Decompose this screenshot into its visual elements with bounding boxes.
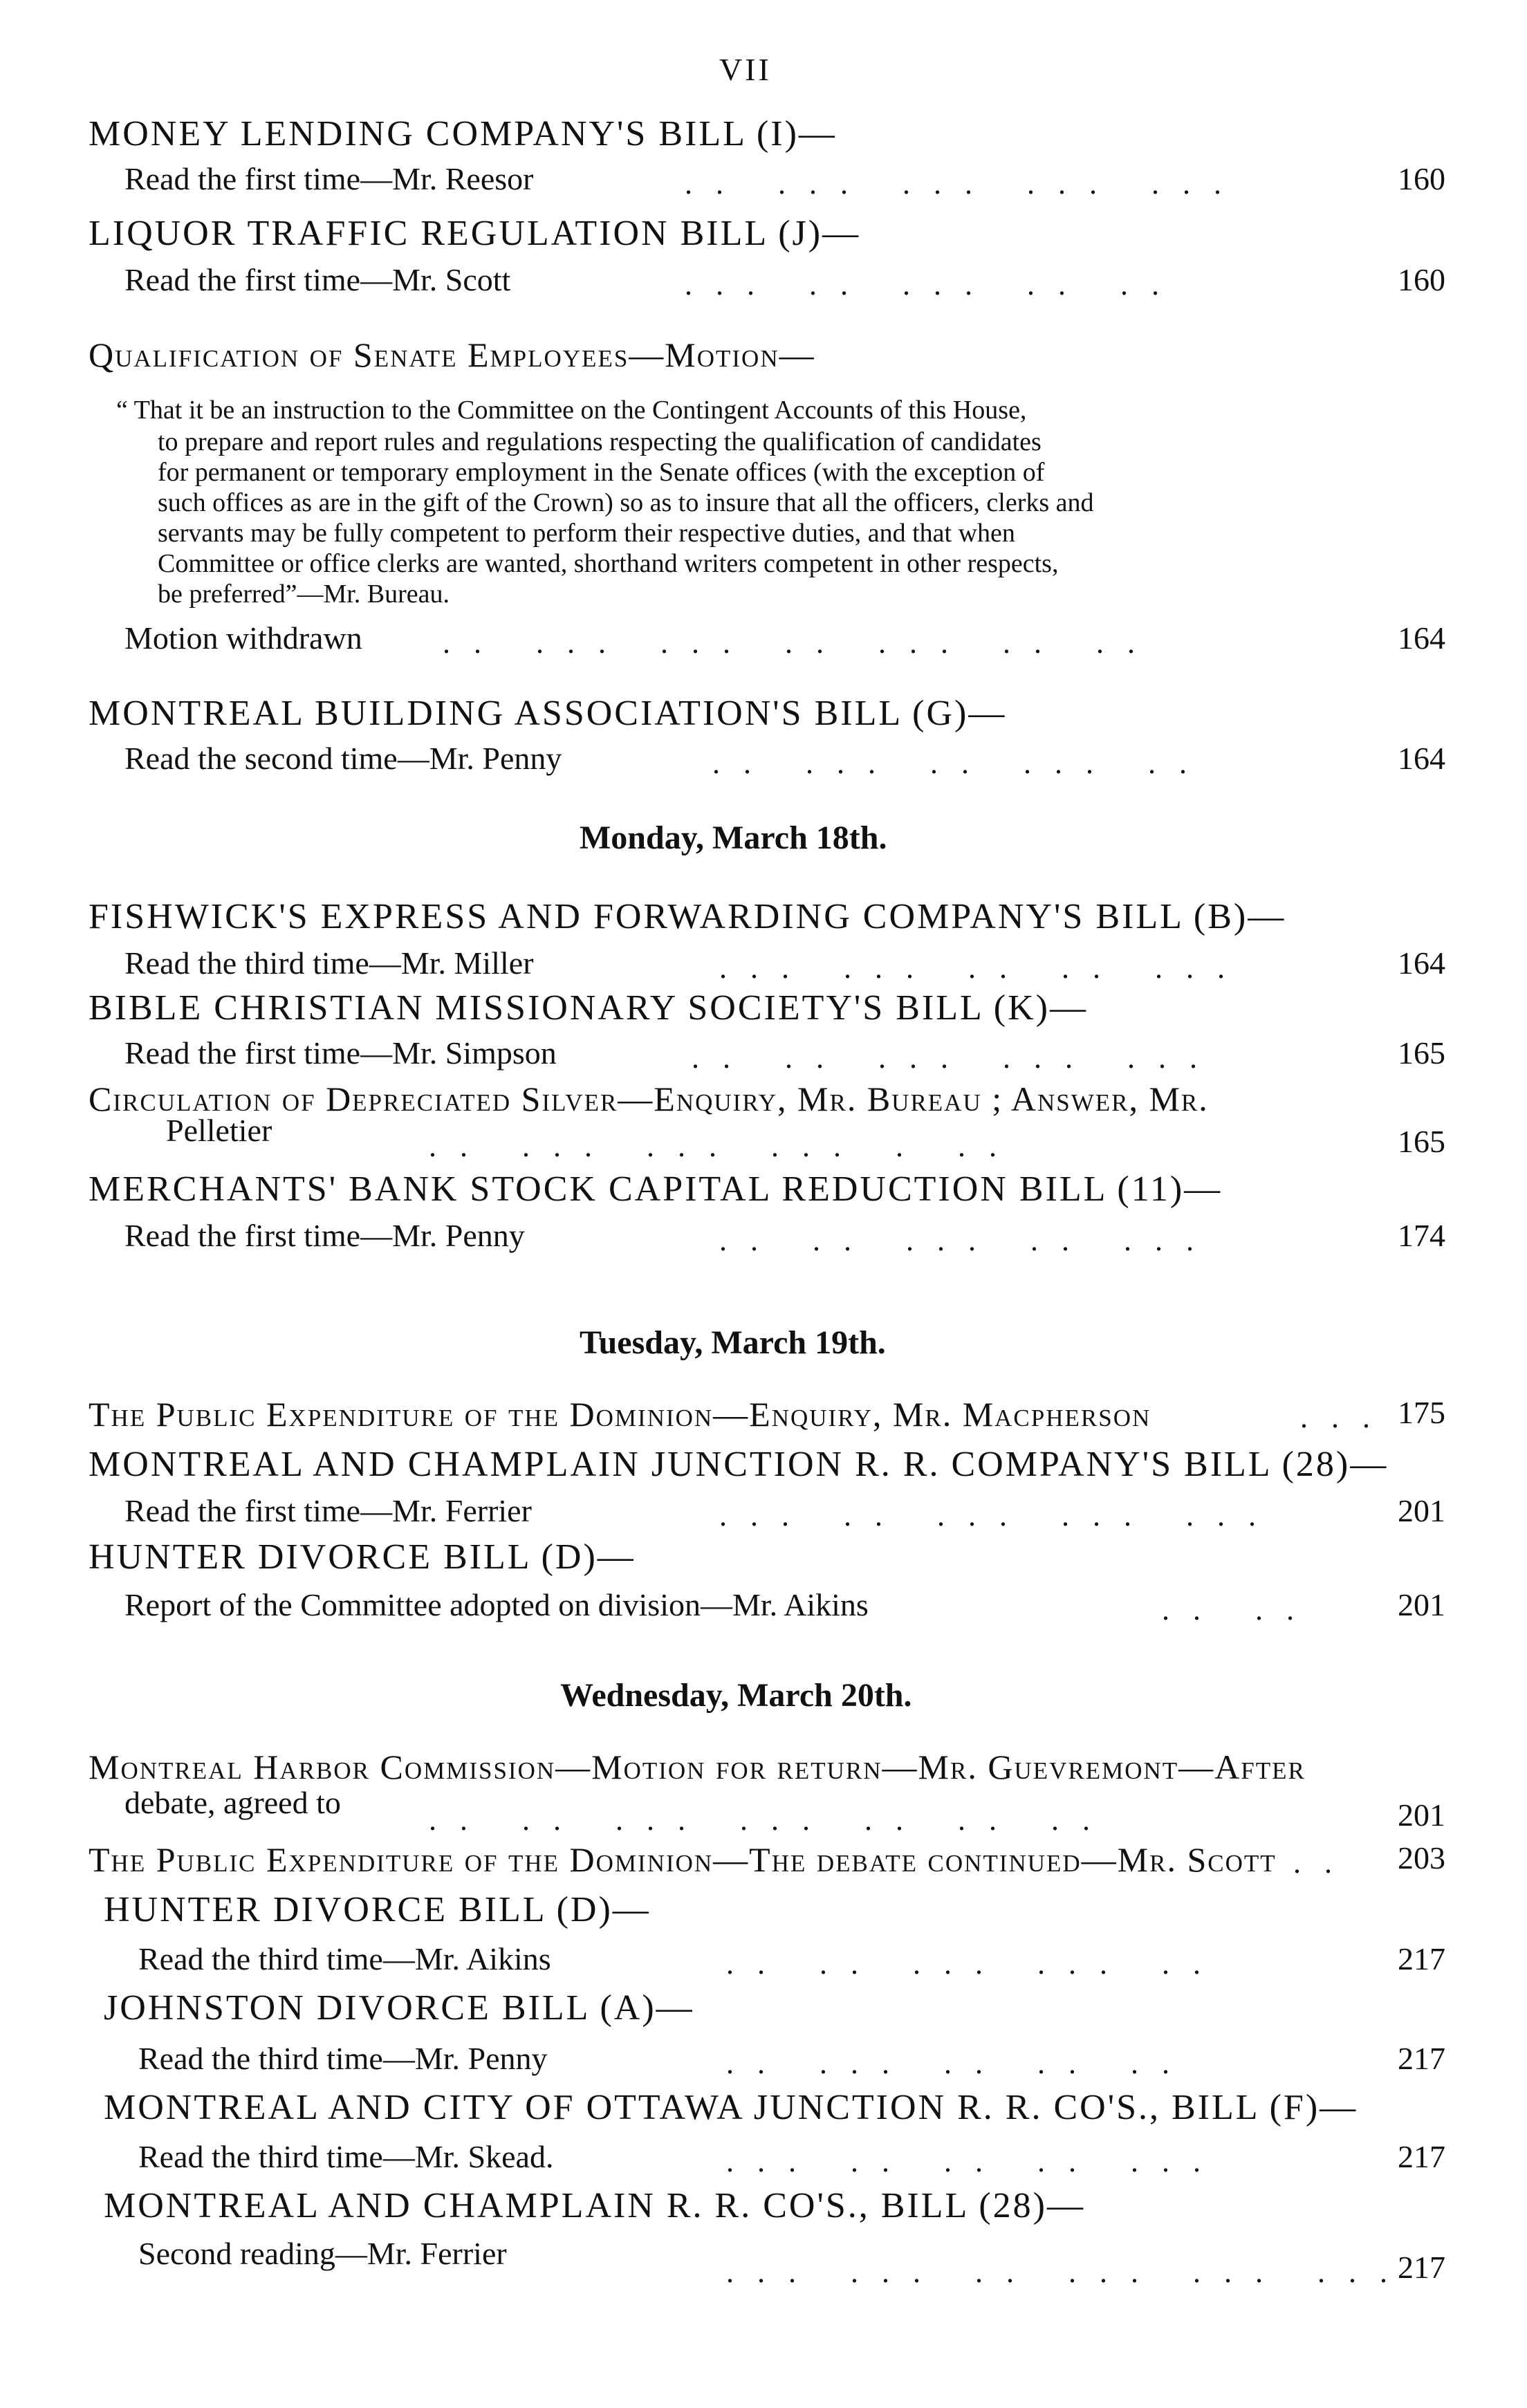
entry-heading: LIQUOR TRAFFIC REGULATION BILL (J)— xyxy=(89,214,861,253)
entry-subline: debate, agreed to xyxy=(124,1785,341,1820)
quote-line: servants may be fully competent to perform their respective duties, and that when xyxy=(158,519,1015,548)
dot-leader: .. ... ... ... . .. xyxy=(429,1129,1020,1163)
entry-heading: MONEY LENDING COMPANY'S BILL (I)— xyxy=(89,114,837,154)
quote-line: for permanent or temporary employment in the Senate offices (with the exception of xyxy=(158,458,1045,487)
entry-heading: MONTREAL AND CHAMPLAIN R. R. CO'S., BILL (28)— xyxy=(104,2186,1085,2225)
page-ref: 175 xyxy=(1398,1395,1445,1430)
entry-heading: MONTREAL BUILDING ASSOCIATION'S BILL (G)— xyxy=(89,694,1007,733)
entry-subline: Read the first time—Mr. Reesor xyxy=(124,161,534,196)
entry-heading: HUNTER DIVORCE BILL (D)— xyxy=(104,1890,651,1929)
dot-leader: .. .. xyxy=(1162,1593,1317,1627)
entry-heading: BIBLE CHRISTIAN MISSIONARY SOCIETY'S BILL (K)— xyxy=(89,988,1088,1028)
entry-subline: Read the second time—Mr. Penny xyxy=(124,741,562,776)
dot-leader: .. ... ... .. ... .. .. xyxy=(443,626,1158,660)
entry-heading: MONTREAL AND CHAMPLAIN JUNCTION R. R. COMPANY'S BILL (28)— xyxy=(89,1445,1389,1484)
entry-subline: Read the third time—Mr. Penny xyxy=(138,2041,548,2076)
dot-leader: .. ... .. ... .. xyxy=(712,746,1210,780)
dot-leader: ... xyxy=(1300,1400,1394,1434)
page-ref: 165 xyxy=(1398,1035,1445,1071)
dot-leader: .. .. ... .. ... xyxy=(719,1223,1217,1257)
entry-subline: Read the third time—Mr. Skead. xyxy=(138,2139,554,2174)
dot-leader: ... ... .. .. ... xyxy=(719,951,1248,985)
dot-leader: ... .. ... .. .. xyxy=(685,268,1183,302)
entry-subline: Report of the Committee adopted on division—Mr. Aikins xyxy=(124,1587,869,1622)
entry-heading: MERCHANTS' BANK STOCK CAPITAL REDUCTION BILL (11)— xyxy=(89,1169,1223,1209)
entry-subline: Read the first time—Mr. Simpson xyxy=(124,1035,557,1071)
quote-line: to prepare and report rules and regulations respecting the qualification of candidates xyxy=(158,427,1042,456)
entry-subline: Second reading—Mr. Ferrier xyxy=(138,2236,507,2271)
dot-leader: .. ... .. .. .. xyxy=(726,2046,1193,2080)
date-heading: Monday, March 18th. xyxy=(580,819,887,856)
entry-subline: Read the first time—Mr. Ferrier xyxy=(124,1493,532,1528)
page-ref: 201 xyxy=(1398,1493,1445,1528)
entry-heading: Qualification of Senate Employees—Motion— xyxy=(89,335,815,374)
page-ref: 217 xyxy=(1398,2041,1445,2076)
page-ref: 164 xyxy=(1398,620,1445,656)
page-ref: 164 xyxy=(1398,741,1445,776)
page-ref: 203 xyxy=(1398,1840,1445,1876)
page-ref: 160 xyxy=(1398,161,1445,196)
page-ref: 201 xyxy=(1398,1587,1445,1622)
page-ref: 217 xyxy=(1398,2250,1445,2285)
page-ref: 160 xyxy=(1398,262,1445,297)
entry-heading: Montreal Harbor Commission—Motion for return—Mr. Guevremont—After xyxy=(89,1748,1306,1786)
page-ref: 201 xyxy=(1398,1797,1445,1833)
entry-heading: HUNTER DIVORCE BILL (D)— xyxy=(89,1537,636,1577)
entry-subline: Pelletier xyxy=(166,1113,272,1148)
date-heading: Wednesday, March 20th. xyxy=(560,1677,912,1714)
date-heading: Tuesday, March 19th. xyxy=(580,1324,886,1361)
page-ref: 165 xyxy=(1398,1124,1445,1159)
entry-subline: Read the third time—Mr. Miller xyxy=(124,945,534,981)
entry-subline: Read the first time—Mr. Penny xyxy=(124,1218,525,1253)
entry-subline: Read the third time—Mr. Aikins xyxy=(138,1941,551,1976)
dot-leader: .. xyxy=(1293,1846,1355,1880)
quote-line: be preferred”—Mr. Bureau. xyxy=(158,580,450,609)
entry-subline: Motion withdrawn xyxy=(124,620,362,656)
dot-leader: ... .. .. .. ... xyxy=(726,2145,1224,2178)
quote-line: Committee or office clerks are wanted, shorthand writers competent in other respects, xyxy=(158,549,1059,578)
page-ref: 217 xyxy=(1398,2139,1445,2174)
entry-heading: The Public Expenditure of the Dominion—Enquiry, Mr. Macpherson xyxy=(89,1395,1151,1434)
entry-heading: MONTREAL AND CITY OF OTTAWA JUNCTION R. R. CO'S., BILL (F)— xyxy=(104,2088,1358,2127)
entry-subline: Read the first time—Mr. Scott xyxy=(124,262,511,297)
page-ref: 217 xyxy=(1398,1941,1445,1976)
dot-leader: ... ... .. ... ... ... xyxy=(726,2255,1411,2289)
quote-line: “ That it be an instruction to the Committee on the Contingent Accounts of this House, xyxy=(116,396,1027,425)
page-number: VII xyxy=(719,52,772,87)
entry-heading: FISHWICK'S EXPRESS AND FORWARDING COMPANY'S BILL (B)— xyxy=(89,897,1286,936)
page-ref: 174 xyxy=(1398,1218,1445,1253)
dot-leader: ... .. ... ... ... xyxy=(719,1499,1279,1532)
quote-line: such offices as are in the gift of the Crown) so as to insure that all the officers, clerks and xyxy=(158,488,1094,517)
dot-leader: .. .. ... ... .. .. .. xyxy=(429,1803,1113,1837)
page-ref: 164 xyxy=(1398,945,1445,981)
entry-heading: JOHNSTON DIVORCE BILL (A)— xyxy=(104,1988,694,2028)
dot-leader: .. .. ... ... .. xyxy=(726,1947,1224,1981)
entry-heading: Circulation of Depreciated Silver—Enquiry, Mr. Bureau ; Answer, Mr. xyxy=(89,1080,1209,1118)
dot-leader: .. ... ... ... ... xyxy=(685,167,1245,201)
dot-leader: .. .. ... ... ... xyxy=(692,1041,1221,1075)
entry-heading: The Public Expenditure of the Dominion—The debate continued—Mr. Scott xyxy=(89,1840,1277,1879)
